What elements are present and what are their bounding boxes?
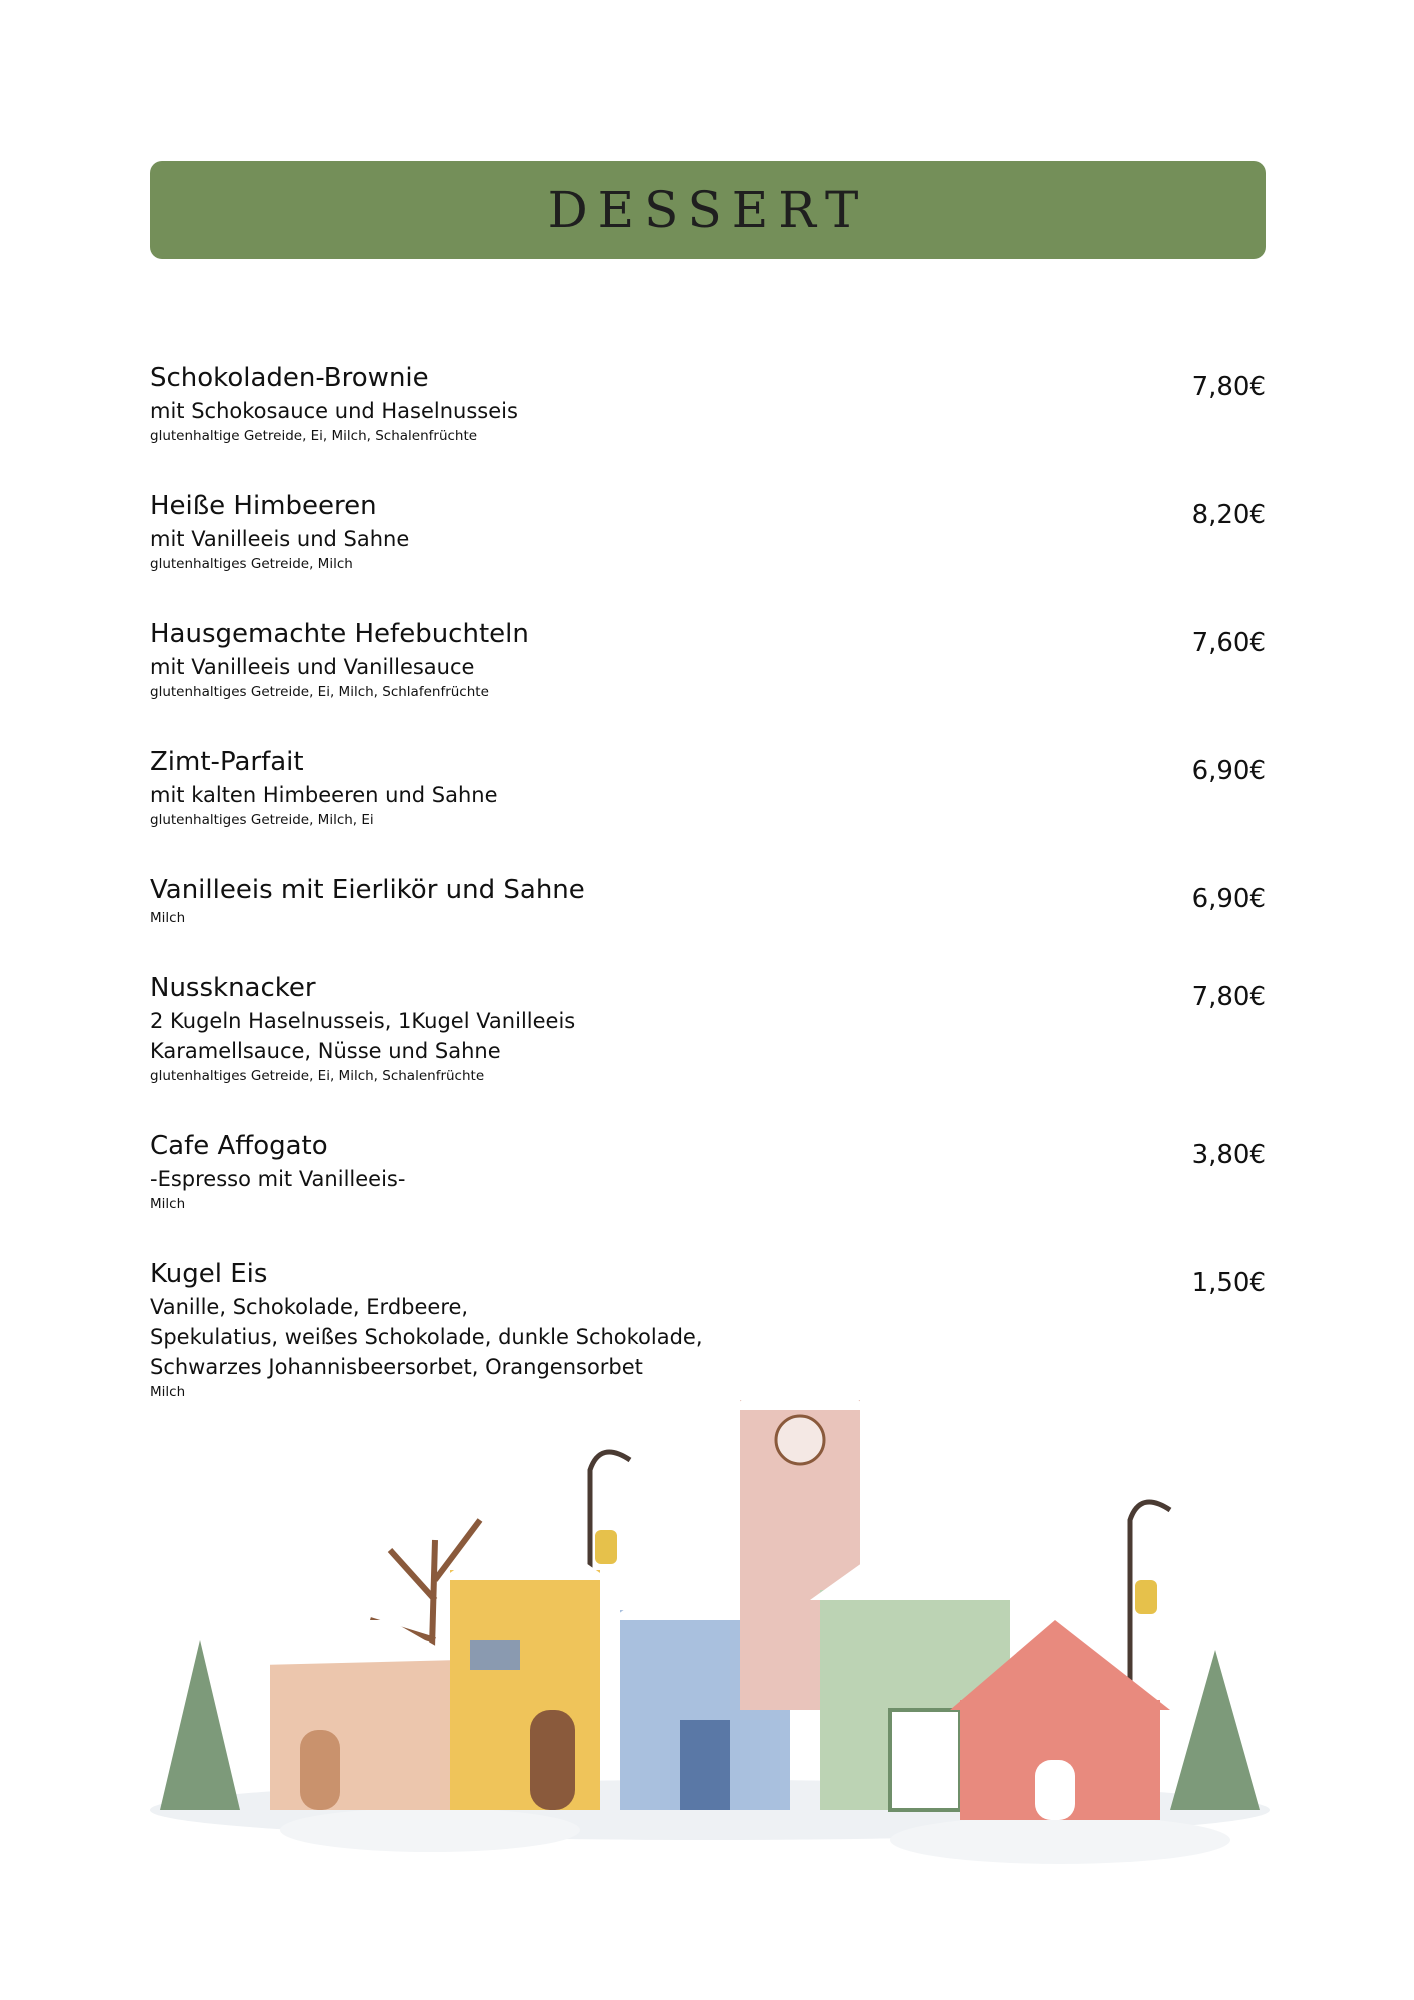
item-price: 7,80€ (1191, 982, 1266, 1012)
item-allergens: glutenhaltiges Getreide, Milch (150, 556, 353, 572)
item-name: Cafe Affogato (150, 1131, 328, 1161)
item-allergens: glutenhaltiges Getreide, Ei, Milch, Schalenfrüchte (150, 1068, 485, 1084)
item-description: -Espresso mit Vanilleeis- (150, 1167, 406, 1191)
item-allergens: glutenhaltiges Getreide, Ei, Milch, Schlafenfrüchte (150, 684, 489, 700)
item-description: Vanille, Schokolade, Erdbeere, (150, 1295, 469, 1319)
item-description: Schwarzes Johannisbeersorbet, Orangensorbet (150, 1355, 643, 1379)
winter-village-illustration (130, 1340, 1290, 1880)
item-allergens: Milch (150, 910, 186, 926)
item-name: Vanilleeis mit Eierlikör und Sahne (150, 875, 585, 905)
item-allergens: glutenhaltige Getreide, Ei, Milch, Schalenfrüchte (150, 428, 478, 444)
item-name: Heiße Himbeeren (150, 491, 377, 521)
item-description: 2 Kugeln Haselnusseis, 1Kugel Vanilleeis (150, 1009, 576, 1033)
item-name: Schokoladen-Brownie (150, 363, 429, 393)
menu-item (150, 872, 1266, 928)
item-price: 6,90€ (1191, 756, 1266, 786)
item-price: 7,60€ (1191, 628, 1266, 658)
item-name: Kugel Eis (150, 1259, 268, 1289)
item-description: mit Vanilleeis und Sahne (150, 527, 410, 551)
item-price: 6,90€ (1191, 884, 1266, 914)
item-description: mit Vanilleeis und Vanillesauce (150, 655, 475, 679)
menu-item (150, 488, 1266, 574)
item-description: mit Schokosauce und Haselnusseis (150, 399, 518, 423)
item-price: 1,50€ (1191, 1268, 1266, 1298)
item-name: Zimt-Parfait (150, 747, 304, 777)
item-name: Nussknacker (150, 973, 316, 1003)
item-price: 8,20€ (1191, 500, 1266, 530)
item-price: 7,80€ (1191, 372, 1266, 402)
menu-item (150, 744, 1266, 830)
page-title: DESSERT (547, 181, 869, 239)
item-allergens: Milch (150, 1384, 186, 1400)
menu-item (150, 1128, 1266, 1214)
item-price: 3,80€ (1191, 1140, 1266, 1170)
item-name: Hausgemachte Hefebuchteln (150, 619, 529, 649)
menu-item (150, 970, 1266, 1086)
item-description: Karamellsauce, Nüsse und Sahne (150, 1039, 501, 1063)
title-banner (150, 161, 1266, 259)
item-allergens: Milch (150, 1196, 186, 1212)
menu-item (150, 360, 1266, 446)
item-description: mit kalten Himbeeren und Sahne (150, 783, 498, 807)
dessert-menu (150, 360, 1266, 1444)
menu-item (150, 616, 1266, 702)
item-description: Spekulatius, weißes Schokolade, dunkle Schokolade, (150, 1325, 703, 1349)
item-allergens: glutenhaltiges Getreide, Milch, Ei (150, 812, 374, 828)
